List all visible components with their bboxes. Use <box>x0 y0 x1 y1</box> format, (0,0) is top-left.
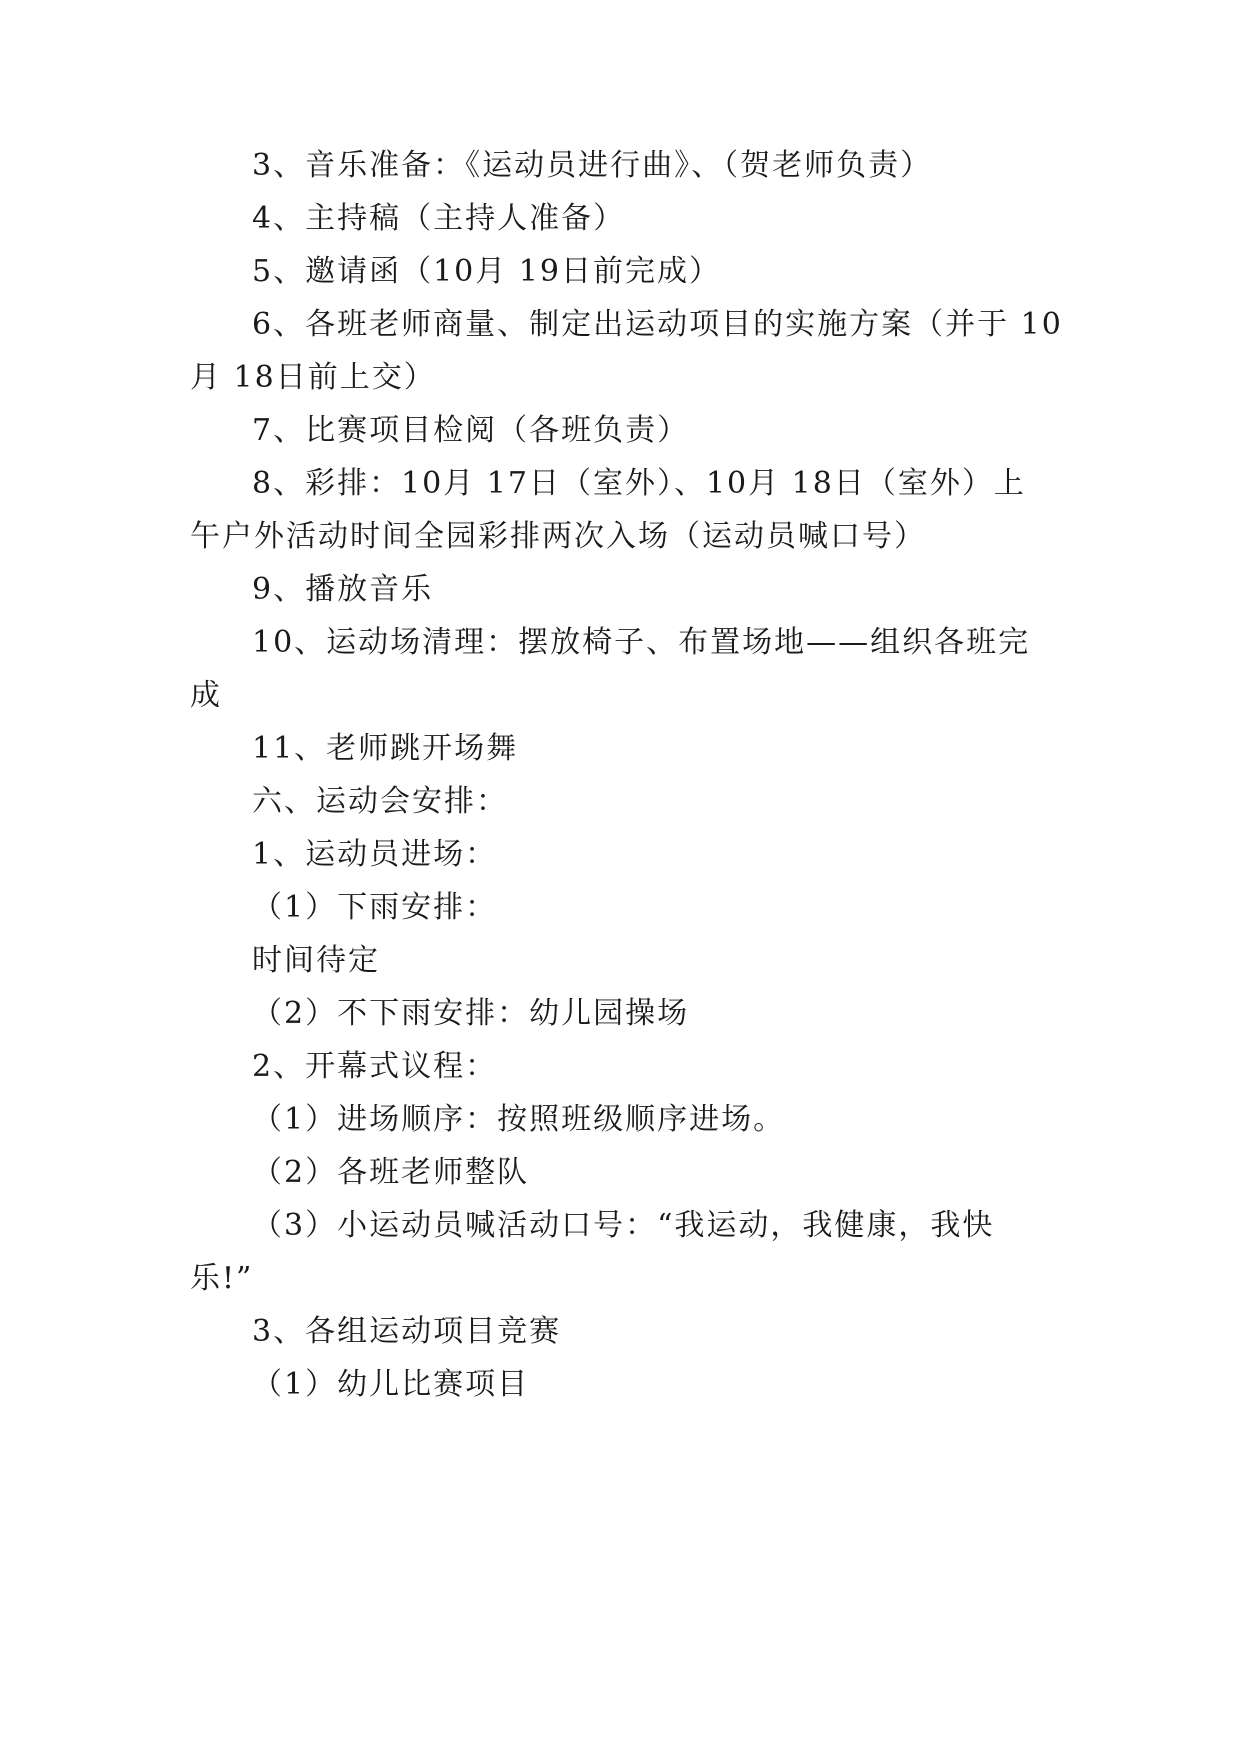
section-heading: 六、运动会安排： <box>252 784 508 819</box>
text-line: 7、比赛项目检阅（各班负责） <box>252 413 690 448</box>
text-line: 4、主持稿（主持人准备） <box>252 201 626 236</box>
text-line: 时间待定 <box>252 943 380 978</box>
text-line: （1）进场顺序：按照班级顺序进场。 <box>252 1102 786 1137</box>
text-line: 10、运动场清理：摆放椅子、布置场地——组织各班完 <box>252 625 1031 660</box>
text-line: 8、彩排：10月 17日（室外）、10月 18日（室外）上 <box>252 466 1026 501</box>
text-line: 9、播放音乐 <box>252 572 434 607</box>
text-line: 月 18日前上交） <box>190 360 436 395</box>
text-line: 11、老师跳开场舞 <box>252 731 519 766</box>
text-line: 午户外活动时间全园彩排两次入场（运动员喊口号） <box>190 519 926 554</box>
text-line: （1）下雨安排： <box>252 890 498 925</box>
text-line: （2）各班老师整队 <box>252 1155 530 1190</box>
text-line: （2）不下雨安排：幼儿园操场 <box>252 996 690 1031</box>
text-line: 6、各班老师商量、制定出运动项目的实施方案（并于 10 <box>252 307 1063 342</box>
text-line: 2、开幕式议程： <box>252 1049 498 1084</box>
text-line: （3）小运动员喊活动口号：“我运动，我健康，我快 <box>252 1208 995 1243</box>
text-line: 成 <box>190 678 222 713</box>
text-line: 3、音乐准备：《运动员进行曲》、（贺老师负责） <box>252 148 933 183</box>
text-line: 1、运动员进场： <box>252 837 498 872</box>
text-line: 5、邀请函（10月 19日前完成） <box>252 254 721 289</box>
text-line: 乐!” <box>190 1261 254 1296</box>
text-line: （1）幼儿比赛项目 <box>252 1367 530 1402</box>
text-line: 3、各组运动项目竞赛 <box>252 1314 562 1349</box>
